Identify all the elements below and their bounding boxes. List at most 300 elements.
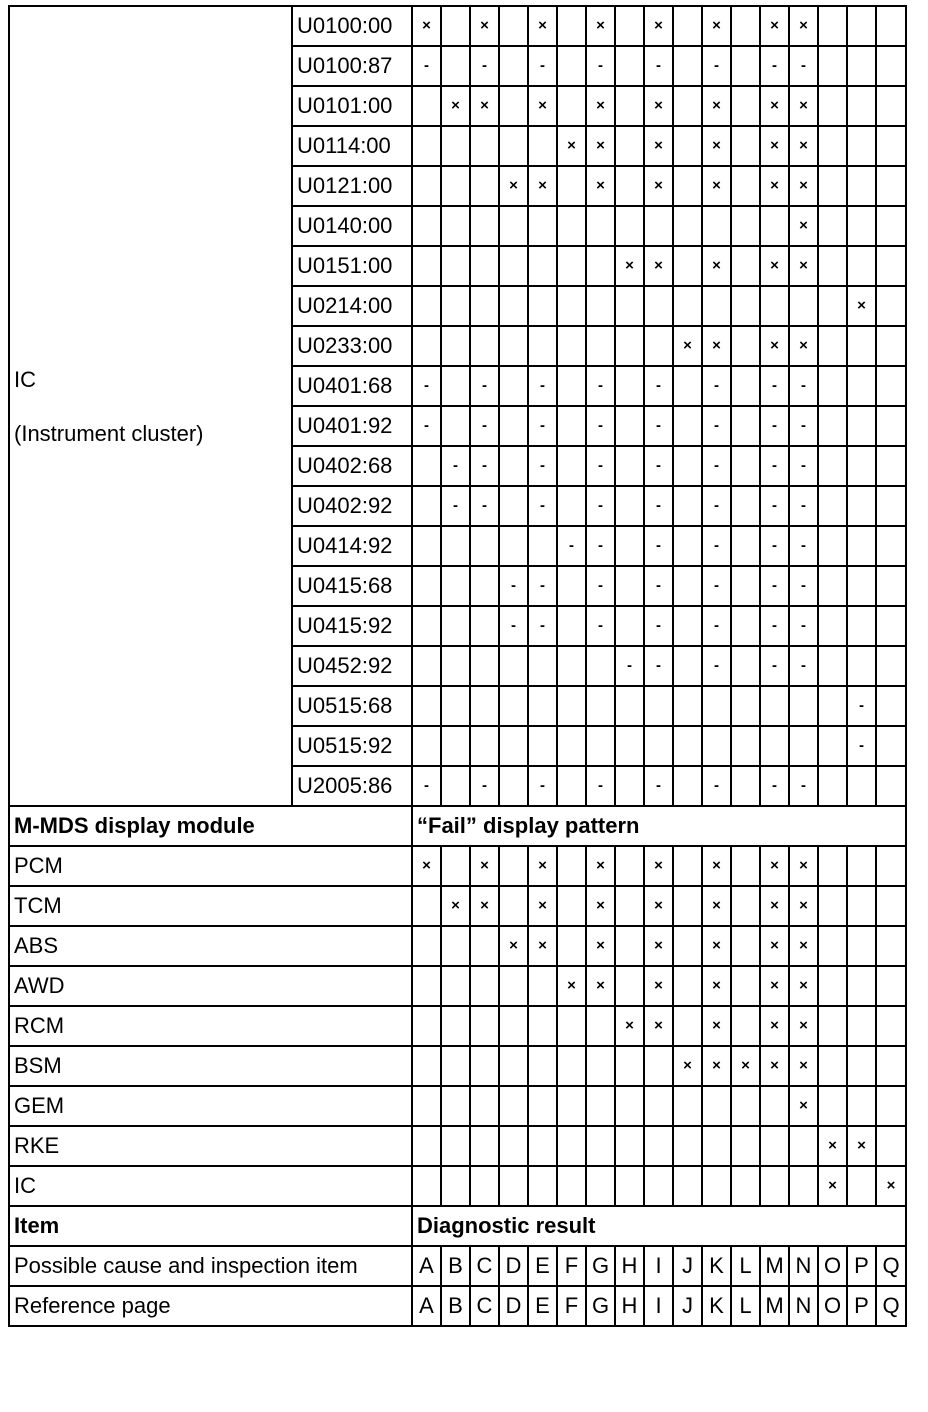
mark-cell: ×: [702, 326, 731, 366]
footer-row: [9, 1246, 906, 1286]
module-label: AWD: [9, 966, 412, 1006]
mark-cell: [876, 766, 906, 806]
mark-cell: -: [470, 446, 499, 486]
letter-cell: G: [586, 1286, 615, 1326]
mark-cell: [673, 206, 702, 246]
mark-cell: [470, 326, 499, 366]
mark-cell: [470, 1086, 499, 1126]
mark-cell: [615, 606, 644, 646]
mark-cell: [499, 126, 528, 166]
letter-cell: A: [412, 1286, 441, 1326]
mark-cell: [847, 606, 876, 646]
mark-cell: ×: [789, 1006, 818, 1046]
mark-cell: [847, 1046, 876, 1086]
mark-cell: -: [470, 46, 499, 86]
mark-cell: ×: [702, 6, 731, 46]
letter-cell: L: [731, 1286, 760, 1326]
mark-cell: [528, 1166, 557, 1206]
mark-cell: -: [412, 766, 441, 806]
mark-cell: [876, 326, 906, 366]
mark-cell: [673, 1126, 702, 1166]
mark-cell: [557, 926, 586, 966]
mark-cell: [499, 846, 528, 886]
mark-cell: [731, 726, 760, 766]
mark-cell: [586, 1086, 615, 1126]
mark-cell: [528, 686, 557, 726]
mark-cell: [731, 966, 760, 1006]
mark-cell: [412, 926, 441, 966]
letter-cell: C: [470, 1286, 499, 1326]
mark-cell: [731, 606, 760, 646]
mark-cell: [818, 566, 847, 606]
mark-cell: [586, 686, 615, 726]
mark-cell: ×: [673, 1046, 702, 1086]
mark-cell: [557, 446, 586, 486]
mark-cell: [441, 406, 470, 446]
mark-cell: [876, 1126, 906, 1166]
mark-cell: ×: [760, 166, 789, 206]
mark-cell: ×: [615, 1006, 644, 1046]
mark-cell: [470, 526, 499, 566]
mark-cell: [615, 6, 644, 46]
letter-cell: F: [557, 1246, 586, 1286]
mark-cell: -: [760, 486, 789, 526]
mark-cell: [615, 726, 644, 766]
mark-cell: [847, 406, 876, 446]
mark-cell: ×: [441, 86, 470, 126]
mark-cell: [702, 726, 731, 766]
mark-cell: -: [644, 526, 673, 566]
mark-cell: ×: [760, 966, 789, 1006]
mark-cell: [760, 286, 789, 326]
mark-cell: -: [470, 366, 499, 406]
module-fullname: (Instrument cluster): [14, 421, 204, 446]
mark-cell: ×: [644, 886, 673, 926]
mark-cell: ×: [586, 86, 615, 126]
mark-cell: [557, 766, 586, 806]
mark-cell: -: [586, 606, 615, 646]
mark-cell: [818, 1006, 847, 1046]
mark-cell: [818, 486, 847, 526]
mark-cell: -: [789, 526, 818, 566]
mark-cell: [673, 1166, 702, 1206]
mark-cell: ×: [586, 6, 615, 46]
mark-cell: [441, 166, 470, 206]
mark-cell: [818, 206, 847, 246]
module-row: [9, 846, 906, 886]
mark-cell: ×: [702, 966, 731, 1006]
mark-cell: [441, 966, 470, 1006]
mark-cell: [847, 1166, 876, 1206]
mark-cell: [847, 246, 876, 286]
dtc-code: U0140:00: [292, 206, 412, 246]
mark-cell: ×: [470, 886, 499, 926]
mark-cell: [847, 966, 876, 1006]
mark-cell: [876, 46, 906, 86]
mark-cell: [673, 86, 702, 126]
mark-cell: ×: [760, 86, 789, 126]
mark-cell: -: [586, 406, 615, 446]
mark-cell: [586, 1126, 615, 1166]
mark-cell: [499, 6, 528, 46]
mark-cell: [557, 566, 586, 606]
mark-cell: [412, 326, 441, 366]
mark-cell: [731, 206, 760, 246]
mark-cell: [528, 326, 557, 366]
dtc-code: U0452:92: [292, 646, 412, 686]
mark-cell: [528, 726, 557, 766]
mark-cell: [557, 1006, 586, 1046]
mark-cell: [876, 86, 906, 126]
mark-cell: ×: [644, 86, 673, 126]
module-cell: [9, 6, 292, 806]
mark-cell: [876, 366, 906, 406]
mark-cell: -: [470, 406, 499, 446]
mark-cell: -: [528, 406, 557, 446]
mark-cell: [760, 1086, 789, 1126]
mark-cell: [557, 646, 586, 686]
mark-cell: [499, 966, 528, 1006]
mark-cell: [441, 1126, 470, 1166]
mark-cell: [702, 1086, 731, 1126]
module-label: IC: [9, 1166, 412, 1206]
mark-cell: -: [760, 46, 789, 86]
module-row: [9, 1166, 906, 1206]
mark-cell: ×: [644, 966, 673, 1006]
mark-cell: ×: [586, 126, 615, 166]
mark-cell: [412, 686, 441, 726]
mark-cell: [731, 526, 760, 566]
mark-cell: [818, 886, 847, 926]
module-row: [9, 1006, 906, 1046]
letter-cell: N: [789, 1246, 818, 1286]
mark-cell: [499, 686, 528, 726]
mark-cell: [673, 126, 702, 166]
mark-cell: ×: [586, 966, 615, 1006]
mark-cell: [876, 6, 906, 46]
mark-cell: -: [644, 46, 673, 86]
mark-cell: [470, 166, 499, 206]
mark-cell: -: [760, 406, 789, 446]
mark-cell: -: [644, 446, 673, 486]
mark-cell: ×: [818, 1166, 847, 1206]
mark-cell: [731, 886, 760, 926]
mark-cell: -: [760, 566, 789, 606]
mark-cell: [412, 606, 441, 646]
mark-cell: [615, 1166, 644, 1206]
mark-cell: [470, 206, 499, 246]
letter-cell: L: [731, 1246, 760, 1286]
mark-cell: [528, 966, 557, 1006]
mark-cell: [847, 646, 876, 686]
mark-cell: [470, 726, 499, 766]
mark-cell: [557, 886, 586, 926]
mark-cell: [847, 766, 876, 806]
mark-cell: [499, 766, 528, 806]
mark-cell: [673, 366, 702, 406]
mark-cell: [673, 286, 702, 326]
mark-cell: [615, 526, 644, 566]
mark-cell: ×: [789, 966, 818, 1006]
mark-cell: ×: [644, 166, 673, 206]
mark-cell: [760, 726, 789, 766]
mark-cell: [789, 1166, 818, 1206]
dtc-code: U0415:68: [292, 566, 412, 606]
mark-cell: [441, 1086, 470, 1126]
mark-cell: -: [528, 606, 557, 646]
mark-cell: [818, 86, 847, 126]
mark-cell: ×: [441, 886, 470, 926]
mark-cell: [731, 1126, 760, 1166]
mark-cell: [557, 486, 586, 526]
mark-cell: [441, 766, 470, 806]
mark-cell: [412, 966, 441, 1006]
mark-cell: [615, 966, 644, 1006]
mark-cell: [470, 1126, 499, 1166]
mark-cell: [586, 726, 615, 766]
mark-cell: -: [644, 646, 673, 686]
mark-cell: ×: [760, 886, 789, 926]
mark-cell: [731, 566, 760, 606]
mark-cell: [470, 286, 499, 326]
header-row: [9, 1206, 906, 1246]
mark-cell: -: [528, 486, 557, 526]
mark-cell: [731, 1086, 760, 1126]
mark-cell: [499, 1086, 528, 1126]
mark-cell: [847, 126, 876, 166]
mark-cell: [731, 126, 760, 166]
mark-cell: [441, 46, 470, 86]
mark-cell: ×: [789, 846, 818, 886]
mark-cell: ×: [789, 6, 818, 46]
mark-cell: [412, 446, 441, 486]
mark-cell: -: [644, 566, 673, 606]
mark-cell: ×: [789, 1046, 818, 1086]
mark-cell: [847, 206, 876, 246]
mark-cell: -: [557, 526, 586, 566]
header-right: “Fail” display pattern: [412, 806, 906, 846]
mark-cell: [673, 1086, 702, 1126]
mark-cell: [760, 1126, 789, 1166]
mark-cell: [412, 886, 441, 926]
mark-cell: [499, 366, 528, 406]
mark-cell: [528, 646, 557, 686]
mark-cell: [499, 1006, 528, 1046]
mark-cell: [673, 686, 702, 726]
mark-cell: -: [528, 446, 557, 486]
mark-cell: ×: [789, 246, 818, 286]
mark-cell: -: [760, 646, 789, 686]
mark-cell: [702, 206, 731, 246]
mark-cell: [557, 286, 586, 326]
mark-cell: [673, 526, 702, 566]
mark-cell: [557, 206, 586, 246]
mark-cell: [818, 526, 847, 566]
mark-cell: ×: [470, 846, 499, 886]
mark-cell: [441, 726, 470, 766]
mark-cell: [760, 206, 789, 246]
dtc-code: U0402:92: [292, 486, 412, 526]
mark-cell: [586, 206, 615, 246]
mark-cell: [876, 246, 906, 286]
mark-cell: [876, 166, 906, 206]
mark-cell: [470, 966, 499, 1006]
letter-cell: E: [528, 1246, 557, 1286]
mark-cell: [470, 646, 499, 686]
mark-cell: ×: [760, 1006, 789, 1046]
mark-cell: [615, 566, 644, 606]
mark-cell: ×: [789, 206, 818, 246]
mark-cell: [876, 886, 906, 926]
mark-cell: [702, 1166, 731, 1206]
letter-cell: D: [499, 1286, 528, 1326]
mark-cell: -: [528, 46, 557, 86]
module-label: RCM: [9, 1006, 412, 1046]
mark-cell: [673, 46, 702, 86]
mark-cell: [499, 86, 528, 126]
mark-cell: [673, 886, 702, 926]
mark-cell: [441, 926, 470, 966]
mark-cell: [847, 1086, 876, 1126]
mark-cell: [441, 366, 470, 406]
mark-cell: -: [528, 766, 557, 806]
mark-cell: ×: [586, 886, 615, 926]
mark-cell: -: [847, 726, 876, 766]
dtc-code: U0515:68: [292, 686, 412, 726]
mark-cell: [499, 446, 528, 486]
mark-cell: ×: [499, 926, 528, 966]
mark-cell: ×: [586, 846, 615, 886]
mark-cell: [528, 1086, 557, 1126]
mark-cell: -: [644, 486, 673, 526]
mark-cell: [673, 166, 702, 206]
mark-cell: [441, 6, 470, 46]
letter-cell: K: [702, 1246, 731, 1286]
dtc-code: U0100:87: [292, 46, 412, 86]
mark-cell: [615, 846, 644, 886]
mark-cell: [615, 286, 644, 326]
mark-cell: [789, 686, 818, 726]
header-right: Diagnostic result: [412, 1206, 906, 1246]
mark-cell: [528, 206, 557, 246]
mark-cell: [731, 46, 760, 86]
mark-cell: [441, 206, 470, 246]
mark-cell: [818, 246, 847, 286]
letter-cell: F: [557, 1286, 586, 1326]
mark-cell: [499, 1046, 528, 1086]
mark-cell: [499, 726, 528, 766]
mark-cell: [615, 686, 644, 726]
mark-cell: [760, 686, 789, 726]
mark-cell: [470, 566, 499, 606]
table-row: [9, 6, 906, 46]
module-row: [9, 1126, 906, 1166]
letter-cell: P: [847, 1246, 876, 1286]
mark-cell: [615, 1046, 644, 1086]
mark-cell: [528, 1126, 557, 1166]
mark-cell: [557, 86, 586, 126]
mark-cell: [876, 606, 906, 646]
mark-cell: [731, 686, 760, 726]
mark-cell: [818, 366, 847, 406]
mark-cell: [412, 1086, 441, 1126]
letter-cell: I: [644, 1286, 673, 1326]
mark-cell: [876, 1086, 906, 1126]
mark-cell: ×: [528, 926, 557, 966]
mark-cell: [441, 1006, 470, 1046]
mark-cell: [557, 686, 586, 726]
letter-cell: D: [499, 1246, 528, 1286]
mark-cell: ×: [557, 966, 586, 1006]
mark-cell: [615, 126, 644, 166]
mark-cell: [499, 406, 528, 446]
mark-cell: [615, 886, 644, 926]
mark-cell: [441, 246, 470, 286]
header-row: [9, 806, 906, 846]
mark-cell: -: [760, 366, 789, 406]
mark-cell: [586, 646, 615, 686]
dtc-code: U0415:92: [292, 606, 412, 646]
mark-cell: [499, 486, 528, 526]
module-name: IC: [14, 367, 36, 392]
mark-cell: ×: [789, 166, 818, 206]
mark-cell: [441, 526, 470, 566]
mark-cell: [702, 286, 731, 326]
mark-cell: [673, 726, 702, 766]
mark-cell: [412, 726, 441, 766]
mark-cell: [615, 1086, 644, 1126]
letter-cell: H: [615, 1246, 644, 1286]
mark-cell: -: [789, 486, 818, 526]
mark-cell: -: [499, 566, 528, 606]
mark-cell: [557, 846, 586, 886]
mark-cell: [412, 646, 441, 686]
mark-cell: [818, 926, 847, 966]
mark-cell: [615, 766, 644, 806]
mark-cell: -: [702, 766, 731, 806]
mark-cell: [731, 286, 760, 326]
mark-cell: [644, 686, 673, 726]
mark-cell: [818, 966, 847, 1006]
dtc-code: U0100:00: [292, 6, 412, 46]
module-row: [9, 966, 906, 1006]
mark-cell: [557, 1046, 586, 1086]
mark-cell: ×: [499, 166, 528, 206]
mark-cell: ×: [760, 926, 789, 966]
mark-cell: [731, 6, 760, 46]
mark-cell: [615, 166, 644, 206]
mark-cell: -: [702, 646, 731, 686]
mark-cell: -: [644, 366, 673, 406]
mark-cell: -: [789, 766, 818, 806]
letter-cell: J: [673, 1246, 702, 1286]
dtc-code: U0233:00: [292, 326, 412, 366]
mark-cell: [528, 1006, 557, 1046]
mark-cell: ×: [789, 326, 818, 366]
mark-cell: [731, 486, 760, 526]
mark-cell: ×: [760, 6, 789, 46]
module-label: ABS: [9, 926, 412, 966]
mark-cell: [789, 726, 818, 766]
mark-cell: [499, 246, 528, 286]
mark-cell: ×: [702, 86, 731, 126]
mark-cell: [818, 166, 847, 206]
mark-cell: [528, 126, 557, 166]
mark-cell: [586, 286, 615, 326]
mark-cell: [818, 126, 847, 166]
mark-cell: ×: [789, 1086, 818, 1126]
mark-cell: [412, 1046, 441, 1086]
